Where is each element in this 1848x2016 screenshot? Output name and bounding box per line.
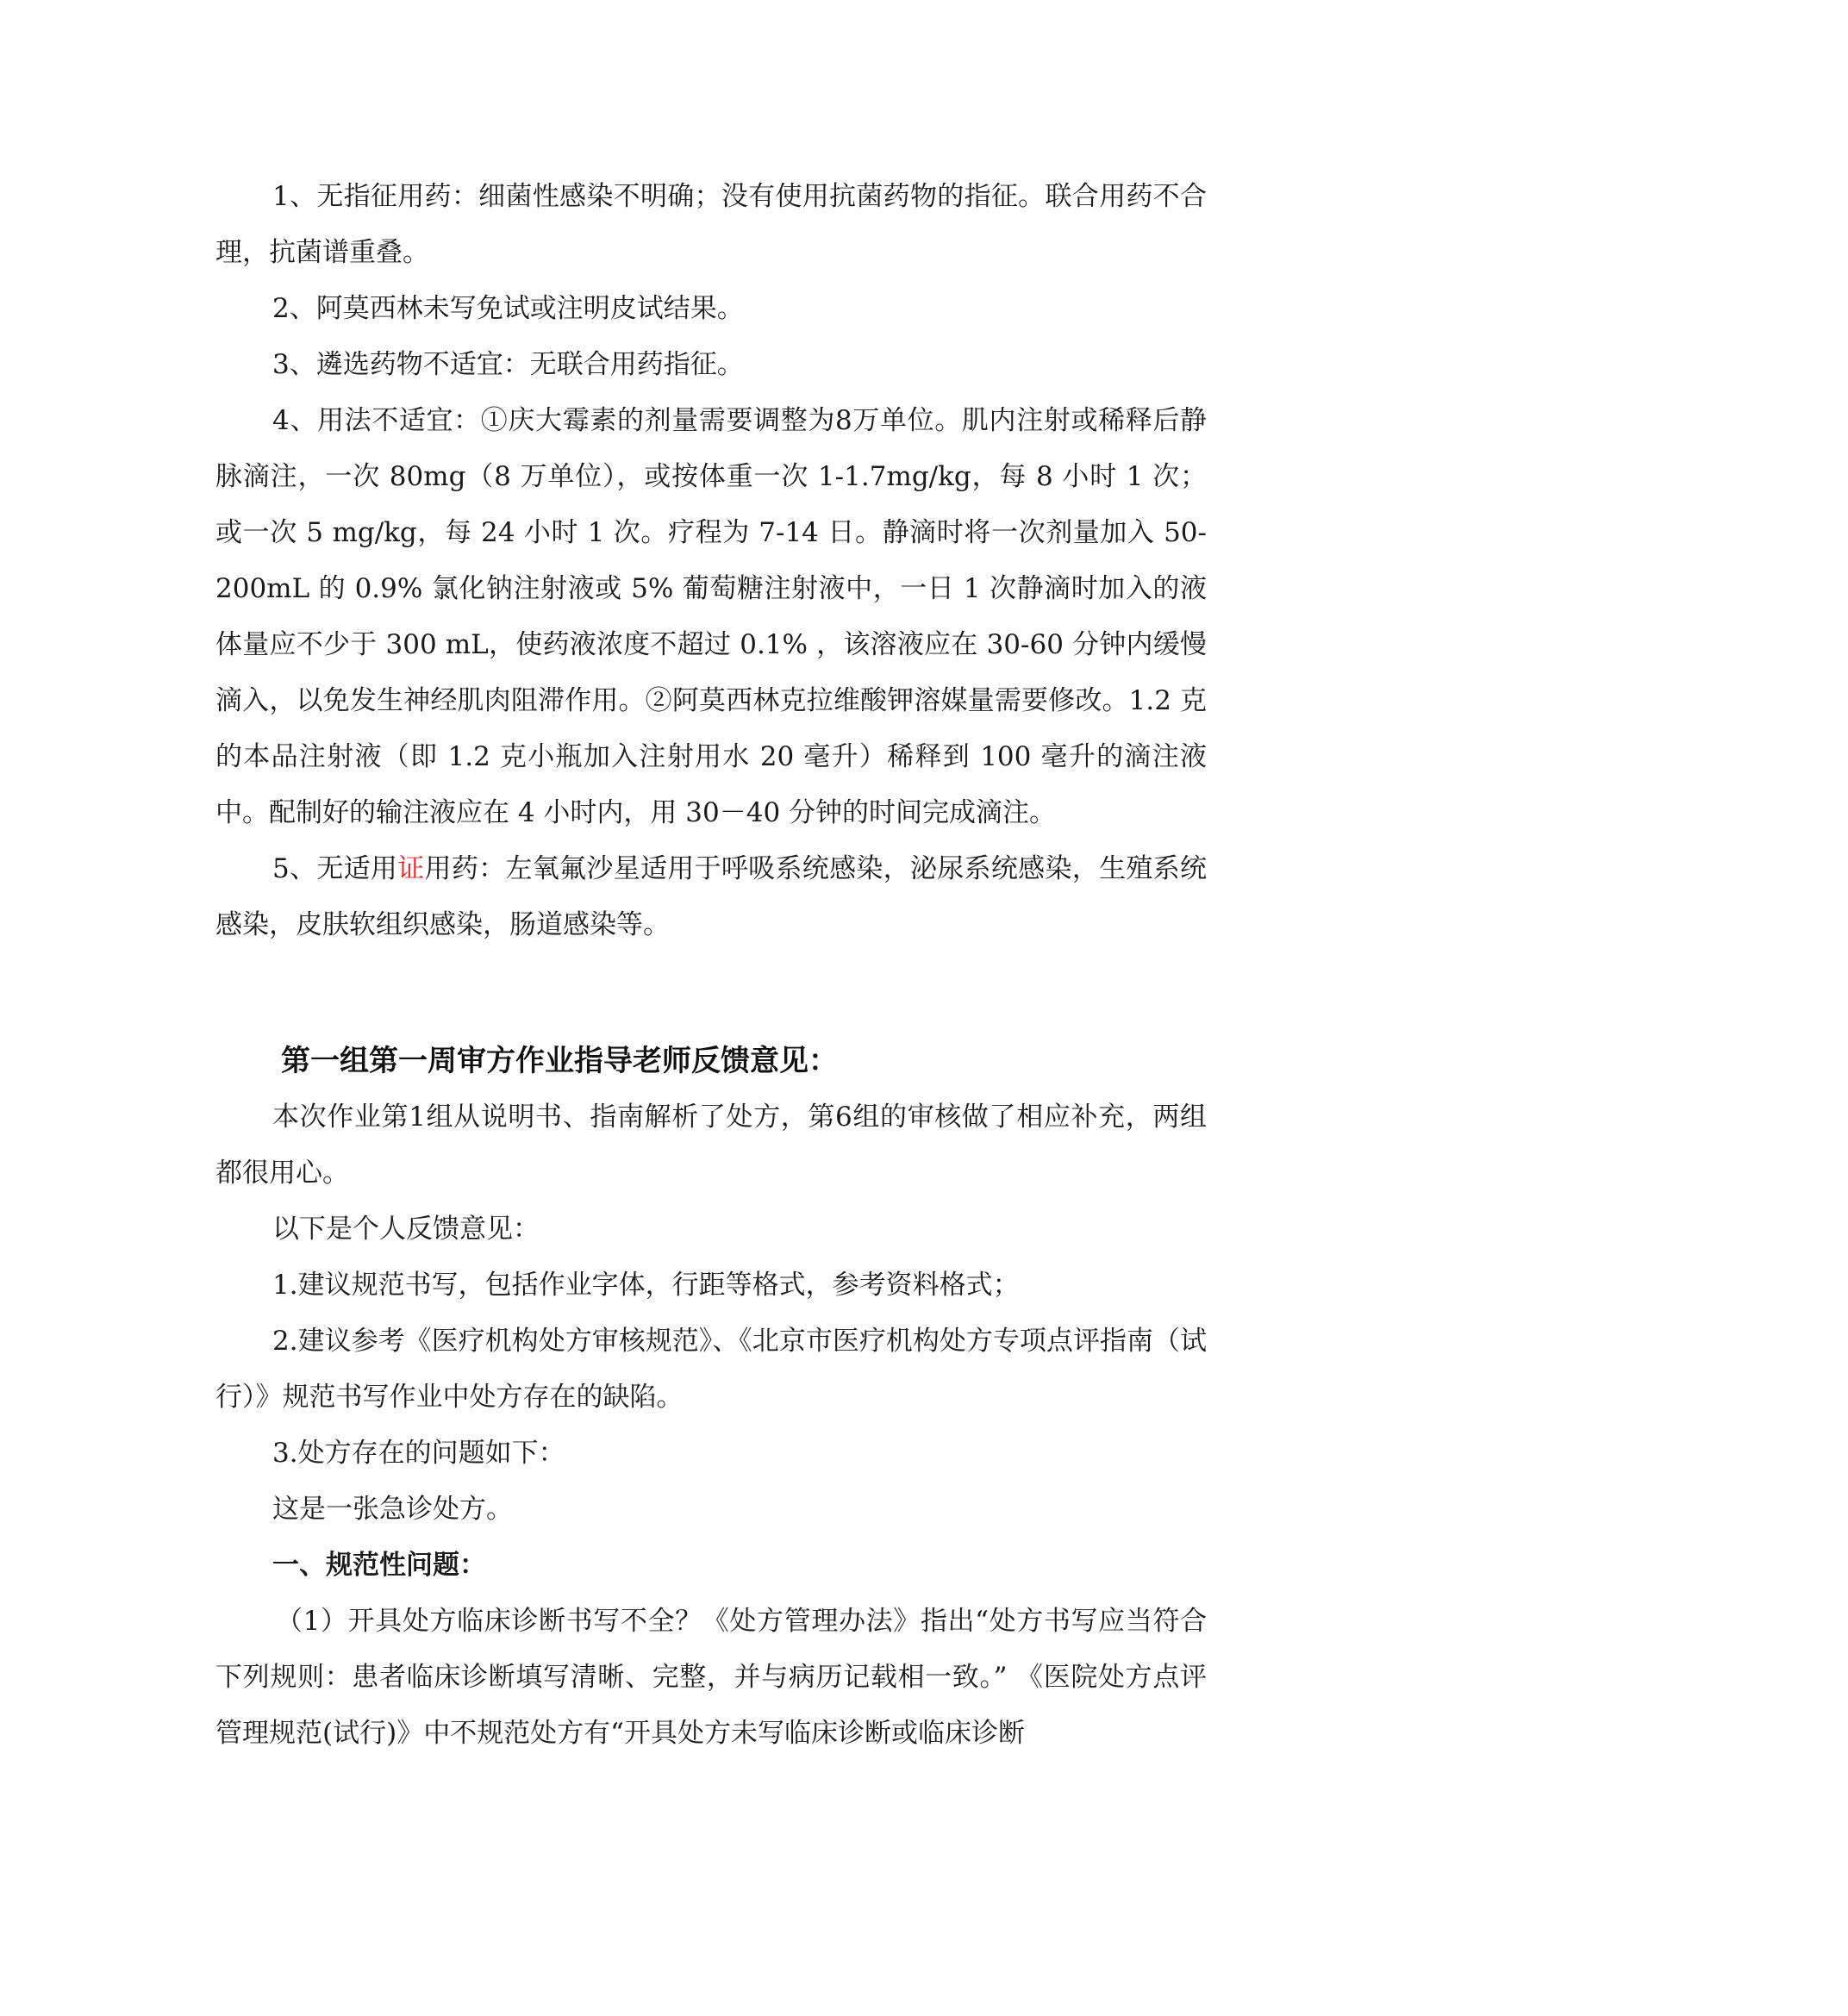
section-gap <box>215 953 1207 1033</box>
item-2-paragraph: 2、阿莫西林未写免试或注明皮试结果。 <box>272 293 744 324</box>
feedback-paragraph-2: 以下是个人反馈意见： <box>272 1214 540 1245</box>
feedback-paragraph-3: 1.建议规范书写，包括作业字体，行距等格式，参考资料格式； <box>272 1270 1020 1301</box>
item-5-text-start: 5、无适用 <box>272 853 398 884</box>
feedback-paragraph-7: （1）开具处方临床诊断书写不全？《处方管理办法》指出“处方书写应当符合下列规则：患者临床诊断填写清晰、完整，并与病历记载相一致。” 《医院处方点评管理规范(试行)》中不规范处方有“开具处方未写临床诊断或临床诊断 <box>215 1606 1207 1749</box>
subheading-normative-issues: 一、规范性问题： <box>272 1550 486 1581</box>
feedback-heading: 第一组第一周审方作业指导老师反馈意见： <box>281 1044 838 1078</box>
feedback-paragraph-1: 本次作业第1组从说明书、指南解析了处方，第6组的审核做了相应补充，两组都很用心。 <box>215 1102 1207 1189</box>
item-5-paragraph <box>215 841 1207 953</box>
item-1-paragraph: 1、无指征用药：细菌性感染不明确；没有使用抗菌药物的指征。联合用药不合理，抗菌谱重叠。 <box>215 181 1207 268</box>
item-5-red-char: 证 <box>397 853 425 884</box>
document-body <box>215 169 1207 1762</box>
feedback-paragraph-4: 2.建议参考《医疗机构处方审核规范》、《北京市医疗机构处方专项点评指南（试行）》规范书写作业中处方存在的缺陷。 <box>215 1326 1207 1413</box>
item-3-paragraph: 3、遴选药物不适宜：无联合用药指征。 <box>272 349 744 380</box>
item-5-text-end: 用药：左氧氟沙星适用于呼吸系统感染，泌尿系统感染，生殖系统感染，皮肤软组织感染，肠道感染等。 <box>215 853 1207 940</box>
item-4-paragraph: 4、用法不适宜：①庆大霉素的剂量需要调整为8万单位。肌内注射或稀释后静脉滴注，一次 80mg（8 万单位），或按体重一次 1-1.7mg/kg，每 8 小时 1 次；或一次 5 mg/kg，每 24 小时 1 次。疗程为 7-14 日。静滴时将一次剂量加入 50-200mL 的 0.9% 氯化钠注射液或 5% 葡萄糖注射液中，一日 1 次静滴时加入的液体量应不少于 300 mL，使药液浓度不超过 0.1% ，该溶液应在 30-60 分钟内缓慢滴入，以免发生神经肌肉阻滞作用。②阿莫西林克拉维酸钾溶媒量需要修改。1.2 克的本品注射液（即 1.2 克小瓶加入注射用水 20 毫升）稀释到 100 毫升的滴注液中。配制好的输注液应在 4 小时内，用 30－40 分钟的时间完成滴注。 <box>215 405 1207 828</box>
feedback-paragraph-5: 3.处方存在的问题如下： <box>272 1438 565 1469</box>
feedback-paragraph-6: 这是一张急诊处方。 <box>272 1494 513 1525</box>
